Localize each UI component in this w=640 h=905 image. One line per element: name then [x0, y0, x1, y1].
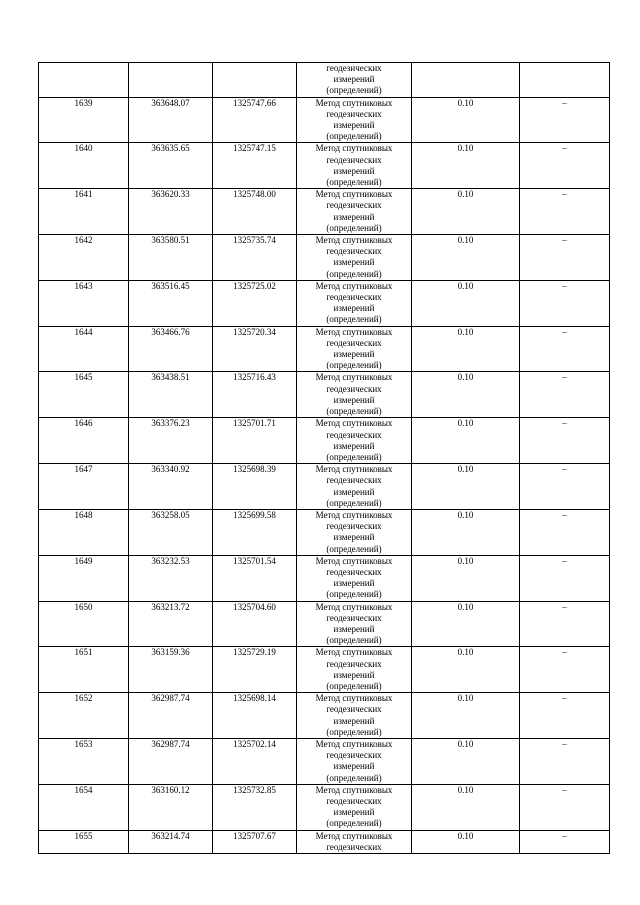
table-row [39, 784, 610, 830]
table-row [39, 418, 610, 464]
cell-source: – [520, 693, 610, 739]
cell-x: 363466.76 [129, 326, 213, 372]
cell-x: 363160.12 [129, 784, 213, 830]
cell-x: 363159.36 [129, 647, 213, 693]
cell-source: – [520, 372, 610, 418]
coordinates-table-body [39, 63, 610, 854]
cell-accuracy: 0.10 [412, 693, 520, 739]
table-row [39, 235, 610, 281]
cell-accuracy: 0.10 [412, 830, 520, 853]
cell-method: Метод спутниковых геодезических измерений (определений) [297, 235, 412, 281]
table-row-continued [39, 63, 610, 98]
cell-method: Метод спутниковых геодезических измерений (определений) [297, 509, 412, 555]
cell-y: 1325735.74 [213, 235, 297, 281]
table-row [39, 601, 610, 647]
cell-x [129, 63, 213, 98]
cell-point: 1653 [39, 738, 129, 784]
cell-y: 1325701.71 [213, 418, 297, 464]
cell-point: 1648 [39, 509, 129, 555]
table-row [39, 555, 610, 601]
table-row [39, 509, 610, 555]
cell-method: Метод спутниковых геодезических измерений (определений) [297, 97, 412, 143]
cell-method: Метод спутниковых геодезических измерений (определений) [297, 693, 412, 739]
cell-method: Метод спутниковых геодезических измерений (определений) [297, 555, 412, 601]
cell-point: 1655 [39, 830, 129, 853]
cell-x: 363438.51 [129, 372, 213, 418]
cell-point: 1654 [39, 784, 129, 830]
cell-y: 1325702.14 [213, 738, 297, 784]
table-row [39, 647, 610, 693]
cell-y: 1325748.00 [213, 189, 297, 235]
cell-y: 1325747.15 [213, 143, 297, 189]
cell-x: 363340.92 [129, 464, 213, 510]
cell-accuracy: 0.10 [412, 280, 520, 326]
cell-x: 363620.33 [129, 189, 213, 235]
cell-point: 1643 [39, 280, 129, 326]
cell-accuracy: 0.10 [412, 97, 520, 143]
cell-point [39, 63, 129, 98]
cell-point: 1647 [39, 464, 129, 510]
cell-source: – [520, 555, 610, 601]
cell-accuracy: 0.10 [412, 784, 520, 830]
cell-accuracy: 0.10 [412, 509, 520, 555]
cell-method: Метод спутниковых геодезических измерений (определений) [297, 326, 412, 372]
cell-method: Метод спутниковых геодезических измерений (определений) [297, 738, 412, 784]
cell-y: 1325698.39 [213, 464, 297, 510]
cell-y: 1325698.14 [213, 693, 297, 739]
table-row [39, 97, 610, 143]
cell-point: 1651 [39, 647, 129, 693]
cell-method: Метод спутниковых геодезических измерений (определений) [297, 372, 412, 418]
cell-accuracy: 0.10 [412, 555, 520, 601]
cell-point: 1642 [39, 235, 129, 281]
cell-y [213, 63, 297, 98]
cell-source: – [520, 326, 610, 372]
cell-accuracy: 0.10 [412, 143, 520, 189]
cell-method: Метод спутниковых геодезических измерений (определений) [297, 601, 412, 647]
cell-x: 362987.74 [129, 693, 213, 739]
cell-y: 1325716.43 [213, 372, 297, 418]
cell-accuracy: 0.10 [412, 464, 520, 510]
cell-point: 1646 [39, 418, 129, 464]
table-row [39, 830, 610, 853]
cell-y: 1325732.85 [213, 784, 297, 830]
cell-x: 362987.74 [129, 738, 213, 784]
cell-y: 1325707.67 [213, 830, 297, 853]
cell-accuracy: 0.10 [412, 372, 520, 418]
cell-x: 363516.45 [129, 280, 213, 326]
cell-accuracy: 0.10 [412, 189, 520, 235]
cell-source: – [520, 97, 610, 143]
cell-method: Метод спутниковых геодезических измерений (определений) [297, 784, 412, 830]
cell-source: – [520, 509, 610, 555]
cell-x: 363232.53 [129, 555, 213, 601]
cell-point: 1649 [39, 555, 129, 601]
cell-point: 1639 [39, 97, 129, 143]
cell-source: – [520, 418, 610, 464]
cell-y: 1325725.02 [213, 280, 297, 326]
cell-source: – [520, 280, 610, 326]
cell-method: Метод спутниковых геодезических измерений (определений) [297, 647, 412, 693]
cell-y: 1325720.34 [213, 326, 297, 372]
cell-source: – [520, 464, 610, 510]
cell-method: Метод спутниковых геодезических измерений (определений) [297, 418, 412, 464]
cell-y: 1325729.19 [213, 647, 297, 693]
cell-x: 363580.51 [129, 235, 213, 281]
table-row [39, 189, 610, 235]
cell-accuracy: 0.10 [412, 235, 520, 281]
cell-source: – [520, 235, 610, 281]
cell-source: – [520, 830, 610, 853]
cell-accuracy: 0.10 [412, 418, 520, 464]
table-row [39, 738, 610, 784]
cell-x: 363648.07 [129, 97, 213, 143]
cell-method: Метод спутниковых геодезических измерений (определений) [297, 280, 412, 326]
cell-source: – [520, 189, 610, 235]
table-row [39, 693, 610, 739]
cell-y: 1325747.66 [213, 97, 297, 143]
table-row [39, 372, 610, 418]
cell-method: Метод спутниковых геодезических [297, 830, 412, 853]
cell-accuracy: 0.10 [412, 738, 520, 784]
cell-accuracy: 0.10 [412, 601, 520, 647]
table-row [39, 143, 610, 189]
table-row [39, 464, 610, 510]
cell-point: 1652 [39, 693, 129, 739]
cell-source: – [520, 647, 610, 693]
cell-x: 363214.74 [129, 830, 213, 853]
cell-x: 363213.72 [129, 601, 213, 647]
cell-x: 363258.05 [129, 509, 213, 555]
cell-point: 1644 [39, 326, 129, 372]
cell-y: 1325699.58 [213, 509, 297, 555]
cell-source [520, 63, 610, 98]
cell-point: 1641 [39, 189, 129, 235]
cell-source: – [520, 143, 610, 189]
cell-y: 1325701.54 [213, 555, 297, 601]
cell-method: геодезических измерений (определений) [297, 63, 412, 98]
cell-source: – [520, 738, 610, 784]
cell-y: 1325704.60 [213, 601, 297, 647]
cell-method: Метод спутниковых геодезических измерений (определений) [297, 464, 412, 510]
cell-point: 1640 [39, 143, 129, 189]
cell-accuracy: 0.10 [412, 326, 520, 372]
cell-accuracy: 0.10 [412, 647, 520, 693]
cell-x: 363376.23 [129, 418, 213, 464]
table-row [39, 280, 610, 326]
cell-method: Метод спутниковых геодезических измерений (определений) [297, 143, 412, 189]
cell-source: – [520, 601, 610, 647]
table-row [39, 326, 610, 372]
cell-method: Метод спутниковых геодезических измерений (определений) [297, 189, 412, 235]
coordinates-table [38, 62, 610, 854]
cell-x: 363635.65 [129, 143, 213, 189]
cell-accuracy [412, 63, 520, 98]
cell-point: 1645 [39, 372, 129, 418]
cell-point: 1650 [39, 601, 129, 647]
cell-source: – [520, 784, 610, 830]
